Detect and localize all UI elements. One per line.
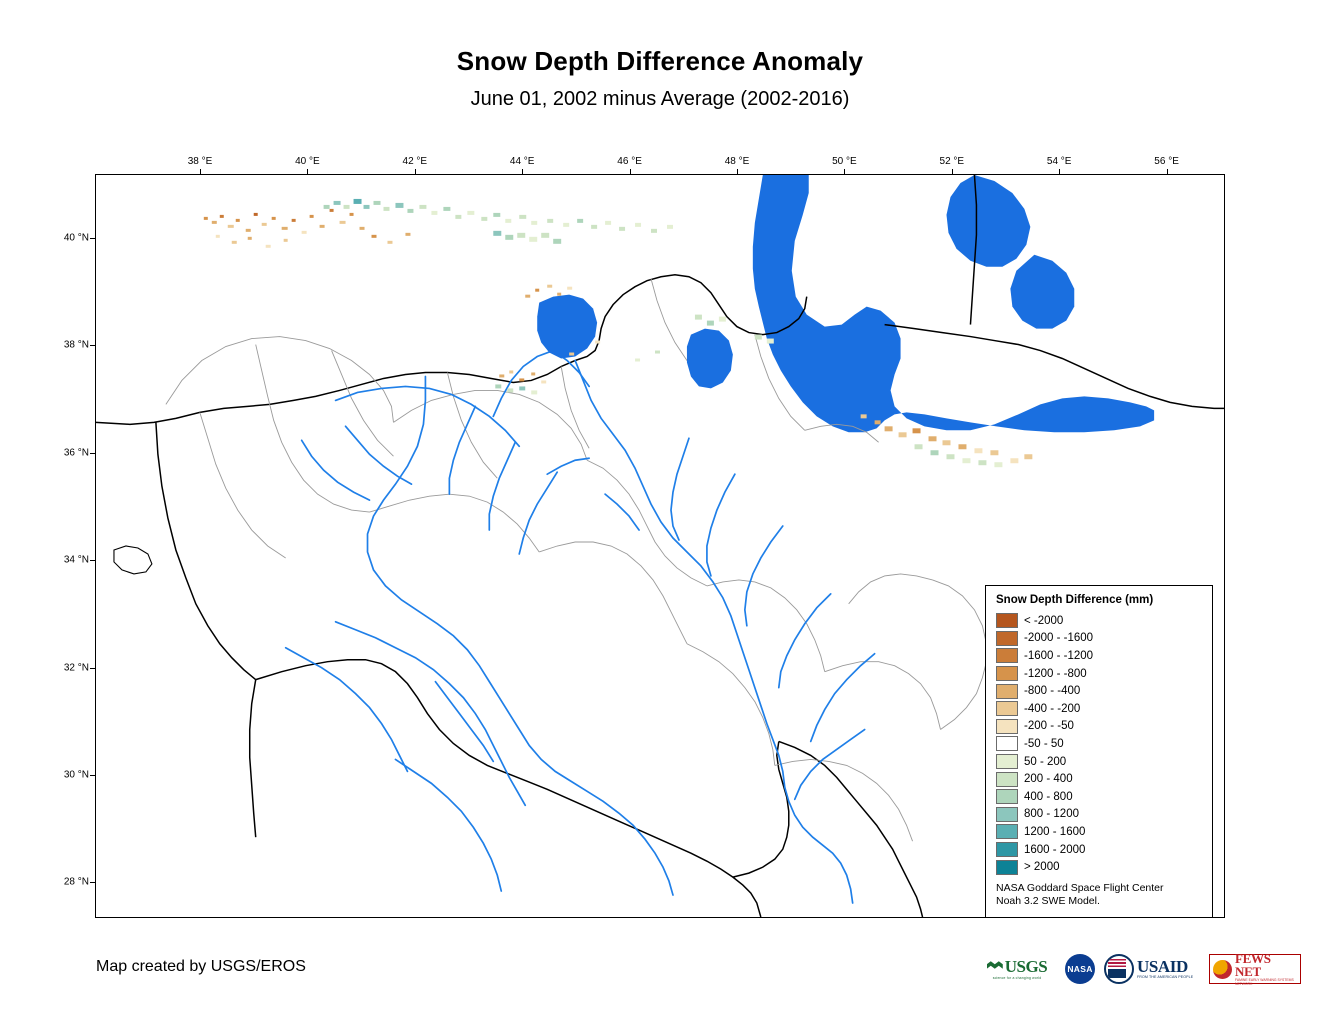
lon-tick-label: 40 °E: [295, 156, 320, 167]
usaid-logo-text-block: [1137, 958, 1193, 980]
legend-row: [996, 682, 1202, 700]
legend-swatch: [996, 754, 1018, 769]
lon-tick-label: 50 °E: [832, 156, 857, 167]
legend-label: -800 - -400: [1024, 685, 1081, 698]
legend-swatch: [996, 648, 1018, 663]
usaid-logo: [1104, 954, 1200, 984]
coastline-detail: [114, 546, 152, 574]
lake-urmia: [537, 295, 597, 359]
legend-row: [996, 788, 1202, 806]
legend-label: 1200 - 1600: [1024, 825, 1086, 838]
river-network: [286, 351, 875, 904]
caspian-sea-lobe-north: [946, 175, 1030, 267]
legend-swatch: [996, 719, 1018, 734]
lat-tick-label: 32 °N: [63, 662, 89, 674]
legend-row: [996, 700, 1202, 718]
legend-label: -400 - -200: [1024, 702, 1081, 715]
usgs-logo: [978, 954, 1056, 984]
legend-swatch: [996, 860, 1018, 875]
fews-logo-text-block: [1235, 952, 1297, 986]
legend-swatch: [996, 666, 1018, 681]
legend-label: < -2000: [1024, 614, 1064, 627]
logo-bar: [978, 952, 1301, 986]
lat-tick-label: 34 °N: [63, 554, 89, 566]
legend-label: 1600 - 2000: [1024, 843, 1086, 856]
legend-label: -1600 - -1200: [1024, 649, 1094, 662]
lat-tick-label: 28 °N: [63, 876, 89, 888]
anomaly-pixels: [204, 199, 1033, 467]
lat-tick-label: 40 °N: [63, 232, 89, 244]
lon-tick-label: 46 °E: [617, 156, 642, 167]
lat-tick-label: 38 °N: [63, 339, 89, 351]
legend-row: [996, 841, 1202, 859]
legend-row: [996, 665, 1202, 683]
inland-lakes: [537, 295, 733, 389]
legend-label: -2000 - -1600: [1024, 632, 1094, 645]
lon-tick-label: 38 °E: [187, 156, 213, 167]
fews-logo-tagline: FAMINE EARLY WARNING SYSTEMS NETWORK: [1235, 978, 1294, 986]
lon-tick-label: 54 °E: [1046, 156, 1072, 167]
legend-row: [996, 823, 1202, 841]
lat-tick-label: 30 °N: [63, 769, 89, 781]
legend-credit: [996, 882, 1202, 908]
usgs-wave-icon: [987, 959, 1003, 974]
lon-tick-label: 48 °E: [724, 156, 750, 167]
legend-row: [996, 718, 1202, 736]
legend-credit-line2: Noah 3.2 SWE Model.: [996, 895, 1100, 908]
legend-swatch: [996, 772, 1018, 787]
legend-swatch: [996, 789, 1018, 804]
legend-items: [996, 612, 1202, 876]
fews-globe-icon: [1213, 960, 1232, 979]
legend-row: [996, 630, 1202, 648]
legend-label: 50 - 200: [1024, 755, 1067, 768]
page-subtitle: June 01, 2002 minus Average (2002-2016): [470, 88, 850, 110]
lon-tick-label: 42 °E: [402, 156, 428, 167]
legend-label: 400 - 800: [1024, 790, 1073, 803]
legend-swatch: [996, 684, 1018, 699]
legend-row: [996, 612, 1202, 630]
lake-van: [687, 329, 733, 389]
usaid-seal-icon: [1104, 954, 1134, 984]
legend-label: -200 - -50: [1024, 720, 1074, 733]
lon-tick-label: 52 °E: [939, 156, 965, 167]
legend-row: [996, 753, 1202, 771]
legend-label: -50 - 50: [1024, 737, 1064, 750]
legend-swatch: [996, 736, 1018, 751]
legend-swatch: [996, 824, 1018, 839]
legend-label: 800 - 1200: [1024, 808, 1079, 821]
fews-net-logo: [1209, 950, 1301, 986]
lat-tick-label: 36 °N: [63, 447, 89, 459]
usaid-logo-tagline: FROM THE AMERICAN PEOPLE: [1137, 975, 1194, 980]
legend-swatch: [996, 613, 1018, 628]
legend-credit-line1: NASA Goddard Space Flight Center: [996, 881, 1164, 894]
usgs-logo-main: [987, 958, 1047, 975]
lon-tick-label: 44 °E: [509, 156, 535, 167]
lon-tick-label: 56 °E: [1154, 156, 1179, 167]
nasa-logo-text: NASA: [1067, 964, 1093, 974]
page-title: Snow Depth Difference Anomaly: [456, 46, 864, 76]
legend-row: [996, 735, 1202, 753]
legend-swatch: [996, 631, 1018, 646]
map-legend: [985, 585, 1213, 918]
legend-swatch: [996, 842, 1018, 857]
nasa-logo: [1065, 954, 1095, 984]
legend-title: Snow Depth Difference (mm): [996, 594, 1154, 606]
legend-label: -1200 - -800: [1024, 667, 1087, 680]
legend-row: [996, 647, 1202, 665]
legend-label: > 2000: [1024, 861, 1060, 874]
usgs-logo-text: USGS: [1004, 957, 1048, 976]
usgs-logo-tagline: science for a changing world: [992, 976, 1042, 980]
legend-swatch: [996, 701, 1018, 716]
fews-logo-text: FEWS NET: [1235, 950, 1271, 979]
legend-row: [996, 770, 1202, 788]
legend-row: [996, 858, 1202, 876]
caspian-sea-lobe-east: [1010, 255, 1074, 329]
legend-row: [996, 806, 1202, 824]
legend-swatch: [996, 807, 1018, 822]
usaid-logo-text: USAID: [1137, 956, 1188, 976]
legend-label: 200 - 400: [1024, 773, 1073, 786]
footer-credit: Map created by USGS/EROS: [96, 958, 306, 975]
